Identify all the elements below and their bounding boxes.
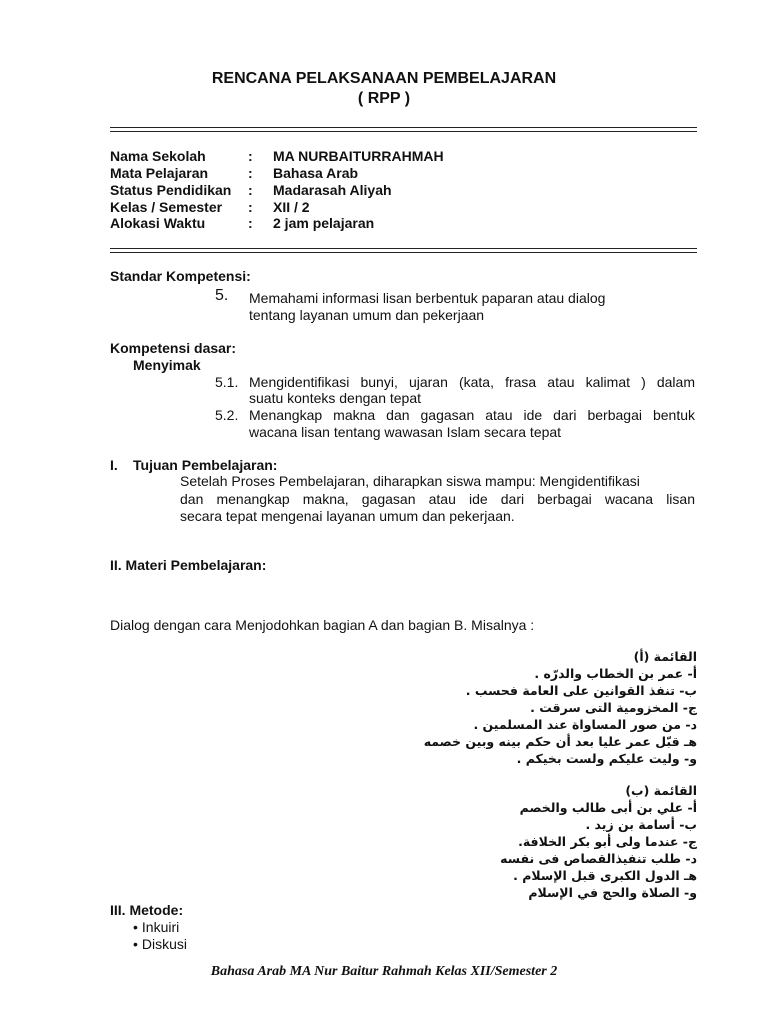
list-a-item: هـ قبّل عمر عليا بعد أن حكم بينه وبين خصمه bbox=[423, 734, 697, 749]
kompetensi-item-number: 5.2. bbox=[215, 407, 239, 423]
tujuan-line-1: Setelah Proses Pembelajaran, diharapkan siswa mampu: Mengidentifikasi bbox=[180, 473, 640, 489]
standar-line-2: tentang layanan umum dan pekerjaan bbox=[249, 307, 485, 323]
metode-heading: III. Metode: bbox=[110, 902, 184, 918]
document-title: RENCANA PELAKSANAAN PEMBELAJARAN bbox=[211, 70, 557, 87]
standar-number: 5. bbox=[215, 287, 229, 304]
list-a-title: القائمة (أ) bbox=[633, 649, 697, 664]
list-a-item: ج- المخزومية التى سرقت . bbox=[530, 700, 697, 715]
identity-label-status: Status Pendidikan bbox=[110, 182, 232, 198]
identity-label-time: Alokasi Waktu bbox=[110, 215, 206, 231]
kompetensi-item-line: Menangkap makna dan gagasan atau ide dari berbagai bentuk bbox=[249, 407, 695, 423]
top-rule-1 bbox=[110, 127, 697, 128]
mid-rule-1 bbox=[110, 248, 697, 249]
list-b-title: القائمة (ب) bbox=[625, 783, 697, 798]
identity-value-status: Madarasah Aliyah bbox=[273, 182, 392, 198]
list-b-item: أ- علي بن أبى طالب والخصم bbox=[519, 800, 697, 815]
tujuan-line-2: dan menangkap makna, gagasan atau ide dari berbagai wacana lisan bbox=[180, 491, 695, 507]
page-footer: Bahasa Arab MA Nur Baitur Rahmah Kelas XII/Semester 2 bbox=[210, 964, 558, 979]
standar-line-1: Memahami informasi lisan berbentuk paparan atau dialog bbox=[249, 290, 606, 306]
list-b-item: د- طلب تنفيذالقصاص فى نفسه bbox=[500, 851, 697, 866]
list-a-item: أ- عمر بن الخطاب والدرّه . bbox=[534, 666, 697, 681]
standar-heading: Standar Kompetensi: bbox=[110, 268, 251, 284]
identity-value-school: MA NURBAITURRAHMAH bbox=[273, 148, 444, 164]
identity-value-time: 2 jam pelajaran bbox=[273, 215, 375, 231]
identity-label-subject: Mata Pelajaran bbox=[110, 165, 209, 181]
identity-sep: : bbox=[248, 182, 253, 198]
kompetensi-item-line: wacana lisan tentang wawasan Islam secara tepat bbox=[249, 424, 562, 440]
list-a-item: د- من صور المساواة عند المسلمين . bbox=[473, 717, 697, 732]
tujuan-line-3: secara tepat mengenai layanan umum dan pekerjaan. bbox=[180, 508, 515, 524]
identity-value-subject: Bahasa Arab bbox=[273, 165, 359, 181]
identity-sep: : bbox=[248, 215, 253, 231]
materi-intro: Dialog dengan cara Menjodohkan bagian A dan bagian B. Misalnya : bbox=[110, 617, 535, 633]
identity-value-class: XII / 2 bbox=[273, 199, 310, 215]
list-a-item: ب- تنفذ القوانين على العامة فحسب . bbox=[465, 683, 697, 698]
tujuan-number: I. bbox=[110, 457, 118, 473]
list-b-item: ج- عندما ولى أبو بكر الخلافة. bbox=[518, 834, 697, 849]
list-b-item: ب- أسامة بن زيد . bbox=[585, 817, 697, 832]
kompetensi-heading: Kompetensi dasar: bbox=[110, 340, 237, 356]
kompetensi-sub: Menyimak bbox=[133, 357, 201, 373]
mid-rule-2 bbox=[110, 252, 697, 253]
top-rule-2 bbox=[110, 131, 697, 132]
document-subtitle: ( RPP ) bbox=[357, 90, 411, 107]
tujuan-heading: Tujuan Pembelajaran: bbox=[133, 457, 278, 473]
metode-item: • Diskusi bbox=[133, 936, 187, 952]
materi-heading: II. Materi Pembelajaran: bbox=[110, 557, 267, 573]
kompetensi-item-line: suatu konteks dengan tepat bbox=[249, 390, 422, 406]
identity-sep: : bbox=[248, 148, 253, 164]
kompetensi-item-number: 5.1. bbox=[215, 374, 239, 390]
list-b-item: و- الصلاة والحج في الإسلام bbox=[528, 885, 697, 900]
identity-sep: : bbox=[248, 199, 253, 215]
list-b-item: هـ الدول الكبرى قبل الإسلام . bbox=[513, 868, 697, 883]
kompetensi-item-line: Mengidentifikasi bunyi, ujaran (kata, frasa atau kalimat ) dalam bbox=[249, 374, 695, 390]
metode-item: • Inkuiri bbox=[133, 919, 179, 935]
list-a-item: و- وليت عليكم ولست بخيكم . bbox=[516, 751, 697, 766]
identity-sep: : bbox=[248, 165, 253, 181]
identity-label-school: Nama Sekolah bbox=[110, 148, 206, 164]
identity-label-class: Kelas / Semester bbox=[110, 199, 223, 215]
